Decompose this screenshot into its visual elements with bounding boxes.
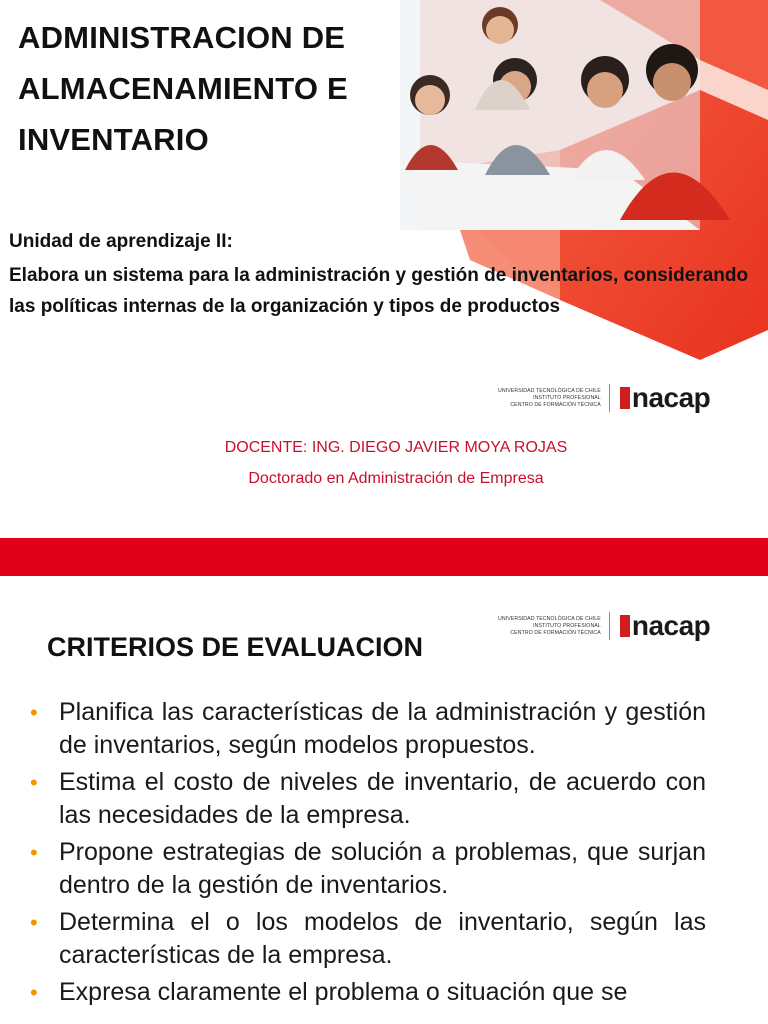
inacap-logo [498, 612, 710, 640]
criteria-text: Determina el o los modelos de inventario, según las características de la empresa. [59, 908, 706, 969]
institution-line: CENTRO DE FORMACIÓN TÉCNICA [510, 629, 601, 636]
criteria-item [30, 906, 706, 972]
learning-unit-label: Unidad de aprendizaje II: [9, 231, 233, 252]
criteria-text: Propone estrategias de solución a problemas, que surjan dentro de la gestión de inventarios. [59, 838, 706, 899]
bullet-icon: • [30, 910, 38, 935]
criteria-text: Planifica las características de la administración y gestión de inventarios, según modelos propuestos. [59, 698, 706, 759]
bullet-icon: • [30, 770, 38, 795]
brand-name: nacap [631, 382, 711, 413]
institution-line: CENTRO DE FORMACIÓN TÉCNICA [510, 401, 601, 408]
criteria-item [30, 696, 706, 762]
criteria-title: CRITERIOS DE EVALUACION [47, 632, 424, 662]
institution-lines [498, 612, 610, 640]
institution-lines [498, 384, 610, 412]
brand-mark-icon [620, 615, 630, 637]
criteria-list [30, 696, 706, 1013]
inacap-logo [498, 384, 710, 412]
criteria-text: Estima el costo de niveles de inventario, de acuerdo con las necesidades de la empresa. [59, 768, 706, 829]
criteria-item [30, 976, 706, 1009]
bullet-icon: • [30, 700, 38, 725]
title-line: ADMINISTRACION DE [18, 20, 346, 55]
slide-divider-bar [0, 538, 768, 576]
teacher-degree: Doctorado en Administración de Empresa [248, 470, 544, 487]
bullet-icon: • [30, 840, 38, 865]
criteria-slide [0, 576, 768, 1024]
learning-unit [9, 226, 759, 322]
brand-wordmark [610, 612, 710, 640]
brand-name: nacap [631, 610, 711, 641]
institution-line: UNIVERSIDAD TECNOLÓGICA DE CHILE [498, 615, 601, 622]
institution-line: UNIVERSIDAD TECNOLÓGICA DE CHILE [498, 387, 601, 394]
presentation-title [18, 12, 418, 165]
criteria-text: Expresa claramente el problema o situación que se [59, 978, 628, 1006]
criteria-item [30, 766, 706, 832]
brand-mark-icon [620, 387, 630, 409]
institution-line: INSTITUTO PROFESIONAL [533, 394, 601, 401]
bullet-icon: • [30, 980, 38, 1005]
institution-line: INSTITUTO PROFESIONAL [533, 622, 601, 629]
teacher-name: DOCENTE: ING. DIEGO JAVIER MOYA ROJAS [224, 439, 568, 456]
title-line: INVENTARIO [18, 122, 209, 157]
learning-unit-description: Elabora un sistema para la administración y gestión de inventarios, considerando las políticas internas de la organización y tipos de productos [9, 265, 749, 317]
criteria-item [30, 836, 706, 902]
title-line: ALMACENAMIENTO E [18, 71, 348, 106]
brand-wordmark [610, 384, 710, 412]
